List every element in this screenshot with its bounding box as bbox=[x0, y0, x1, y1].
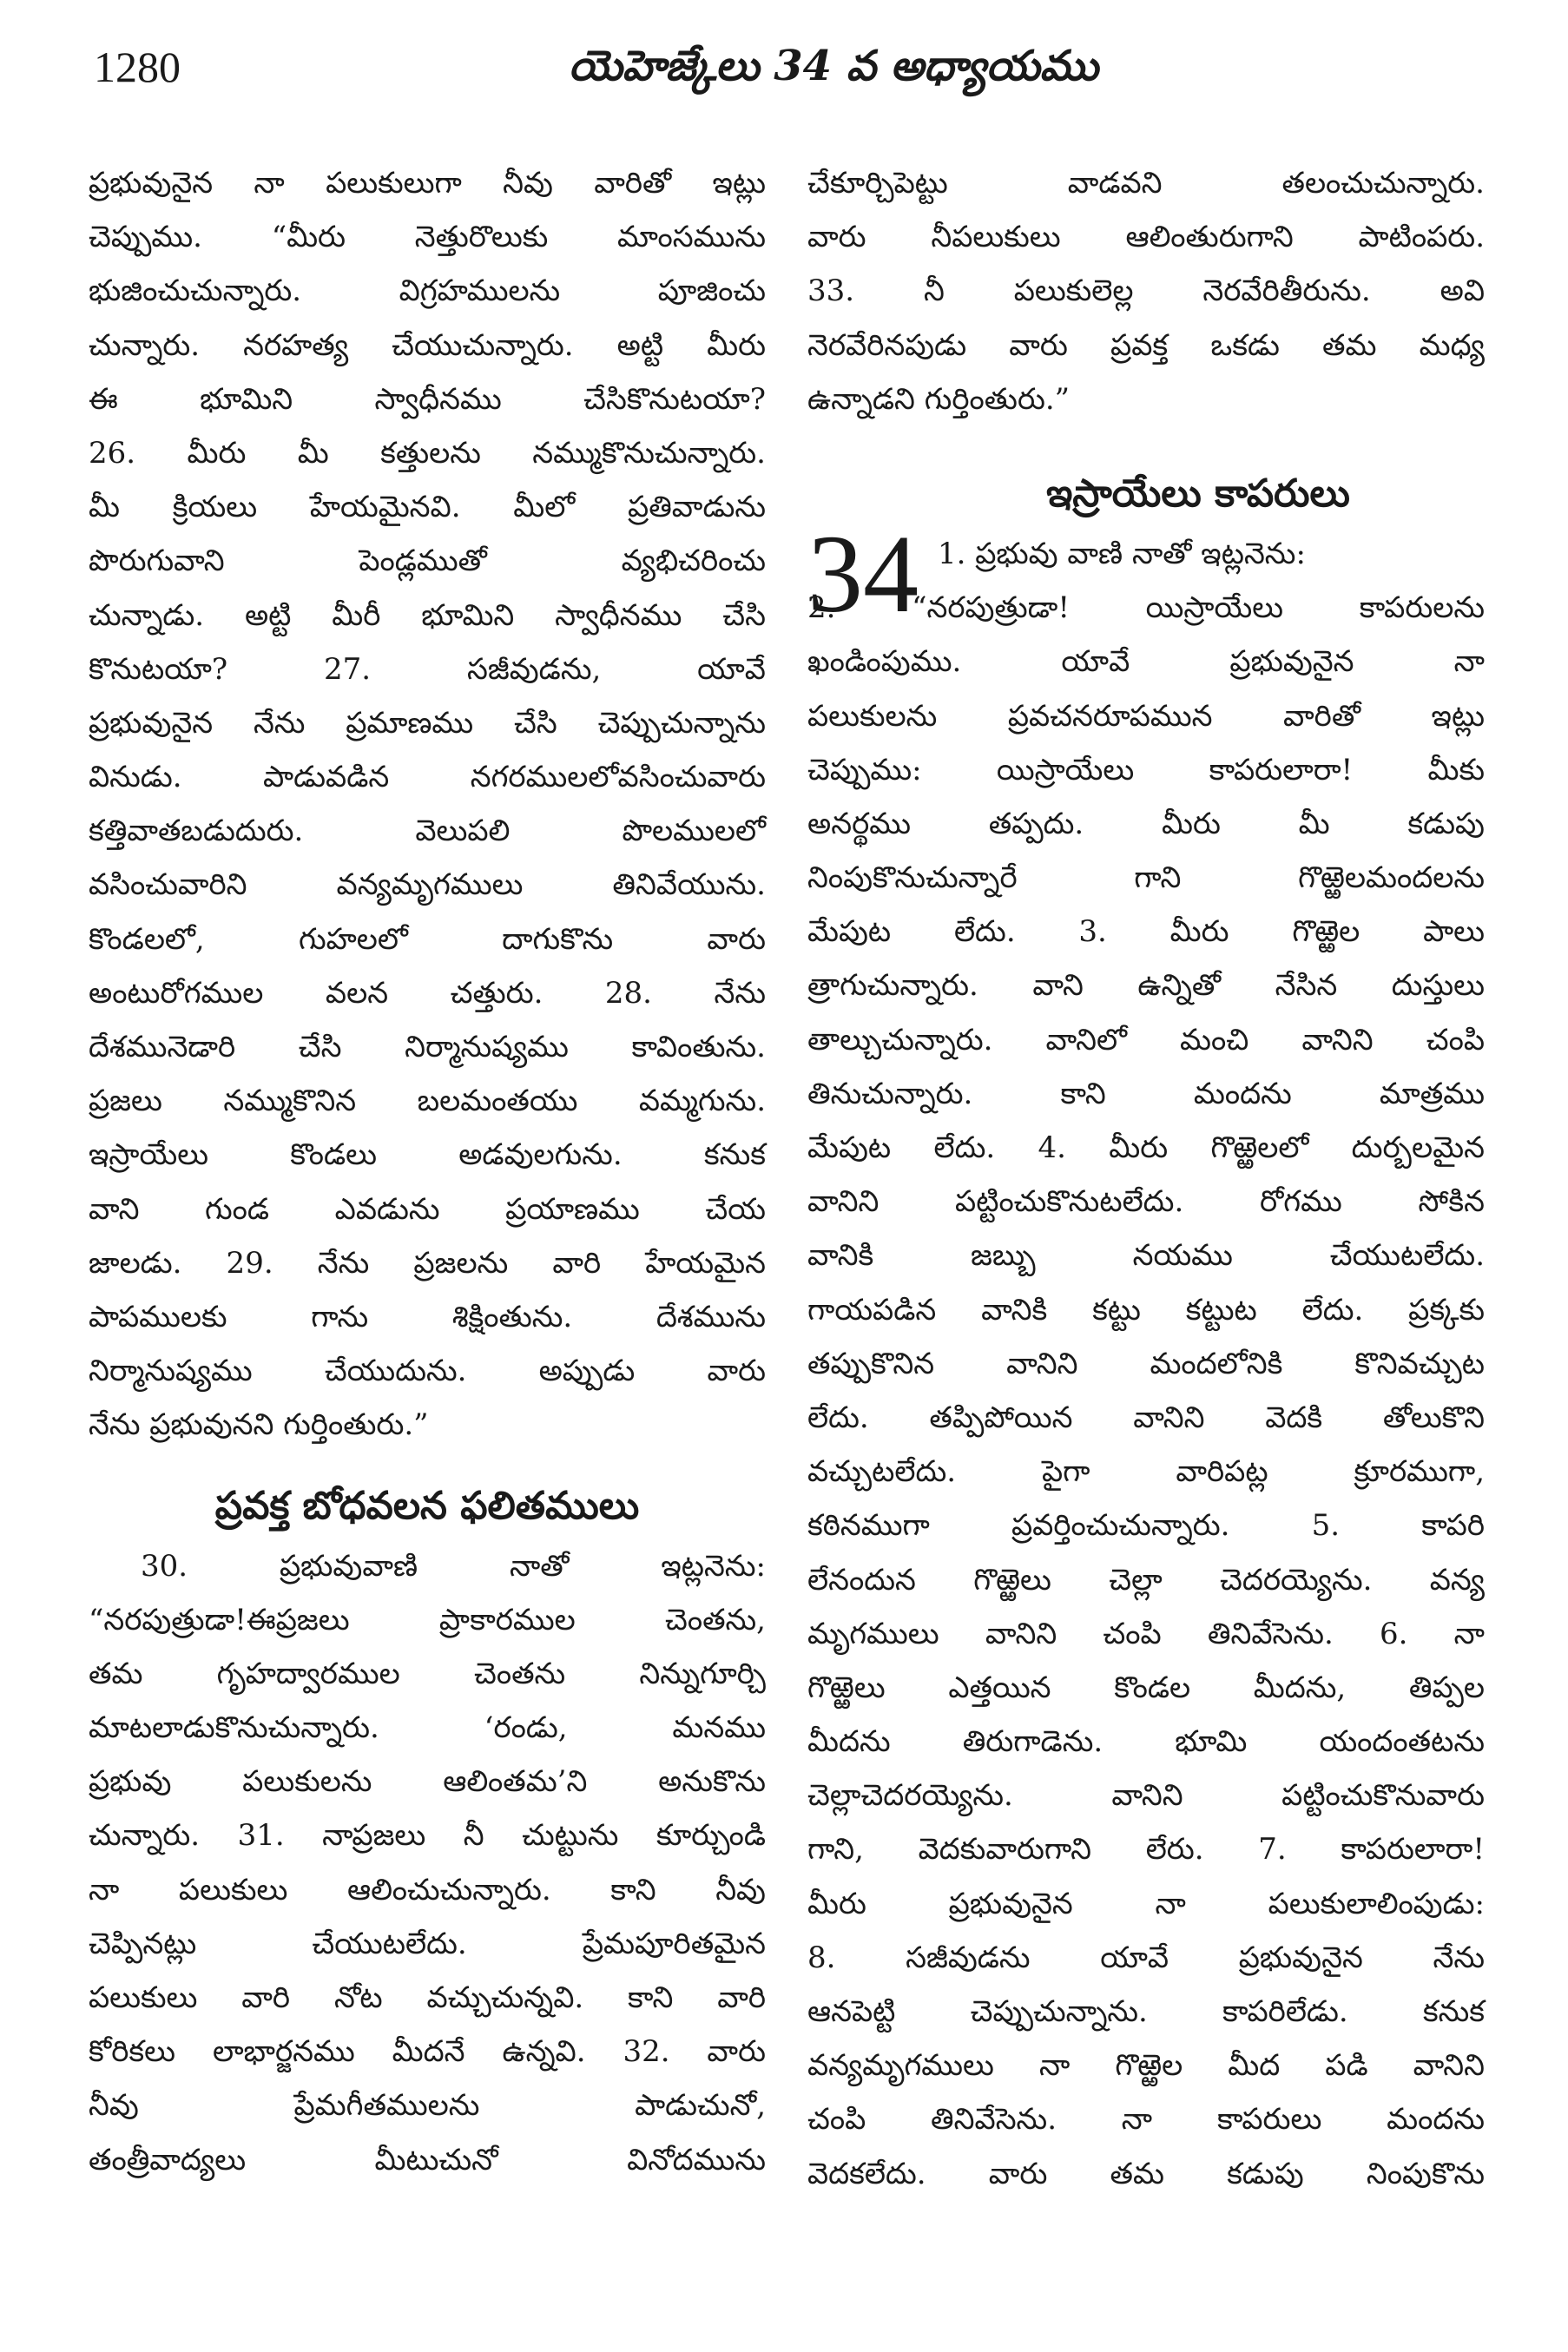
text-line: గాని, వెదకువారుగాని లేరు. 7. కాపరులారా! bbox=[807, 1832, 1485, 1868]
text-line: వానికి జబ్బు నయము చేయుటలేదు. bbox=[807, 1238, 1485, 1274]
text-line: 30. ప్రభువువాణి నాతో ఇట్లనెను: bbox=[141, 1548, 766, 1584]
left-column bbox=[89, 156, 766, 2187]
left-text-block-a bbox=[89, 156, 766, 1453]
text-line: ఖండింపుము. యావే ప్రభువునైన నా bbox=[807, 644, 1485, 680]
text-line: మాటలాడుకొనుచున్నారు. ‘రండు, మనము bbox=[89, 1710, 766, 1746]
right-text-block-b bbox=[807, 581, 1485, 2201]
left-text-block-b bbox=[89, 1539, 766, 2187]
text-line: మృగములు వానిని చంపి తినివేసెను. 6. నా bbox=[807, 1616, 1485, 1651]
right-text-block-a bbox=[807, 156, 1485, 426]
text-line: నిర్మానుష్యము చేయుదును. అప్పుడు వారు bbox=[89, 1354, 766, 1389]
text-line: కొనుటయా? 27. సజీవుడను, యావే bbox=[89, 651, 766, 687]
right-column bbox=[807, 156, 1485, 2201]
text-line: ఇస్రాయేలు కొండలు అడవులగును. కనుక bbox=[89, 1137, 766, 1173]
text-line: నెరవేరినపుడు వారు ప్రవక్త ఒకడు తమ మధ్య bbox=[807, 327, 1485, 363]
text-line: కఠినముగా ప్రవర్తించుచున్నారు. 5. కాపరి bbox=[807, 1508, 1485, 1544]
text-line: చున్నారు. నరహత్య చేయుచున్నారు. అట్టి మీరు bbox=[89, 327, 766, 363]
text-line: తాల్చుచున్నారు. వానిలో మంచి వానిని చంపి bbox=[807, 1022, 1485, 1057]
text-line: భుజించుచున్నారు. విగ్రహములను పూజించు bbox=[89, 273, 766, 309]
text-line: మేపుట లేదు. 3. మీరు గొఱ్ఱెల పాలు bbox=[807, 914, 1485, 950]
text-line: 8. సజీవుడను యావే ప్రభువునైన నేను bbox=[807, 1940, 1485, 1975]
text-line: గాయపడిన వానికి కట్టు కట్టుట లేదు. ప్రక్కకు bbox=[807, 1292, 1485, 1328]
text-line: ఆనపెట్టి చెప్పుచున్నాను. కాపరిలేడు. కనుక bbox=[807, 1994, 1485, 2029]
text-line: వినుడు. పాడువడిన నగరములలోవసించువారు bbox=[89, 760, 766, 795]
chapter-number-dropcap: 34 bbox=[807, 511, 919, 636]
text-line: త్రాగుచున్నారు. వాని ఉన్నితో నేసిన దుస్తులు bbox=[807, 968, 1485, 1004]
text-line: ప్రభువునైన నా పలుకులుగా నీవు వారితో ఇట్లు bbox=[89, 166, 766, 201]
page-number: 1280 bbox=[94, 43, 181, 91]
text-line: ప్రభువునైన నేను ప్రమాణము చేసి చెప్పుచున్నాను bbox=[89, 705, 766, 741]
text-line: దేశమునెడారి చేసి నిర్మానుష్యము కావింతును. bbox=[89, 1030, 766, 1064]
text-line: 26. మీరు మీ కత్తులను నమ్ముకొనుచున్నారు. bbox=[89, 435, 766, 471]
text-line: చెల్లాచెదరయ్యెను. వానిని పట్టించుకొనువారు bbox=[807, 1778, 1485, 1814]
text-line: మీదను తిరుగాడెను. భూమి యందంతటను bbox=[807, 1724, 1485, 1760]
text-line: చున్నాడు. అట్టి మీరీ భూమిని స్వాధీనము చేసి bbox=[89, 597, 766, 633]
text-line: వెదకలేదు. వారు తమ కడుపు నింపుకొను bbox=[807, 2156, 1485, 2191]
text-line: నా పలుకులు ఆలించుచున్నారు. కాని నీవు bbox=[89, 1872, 766, 1907]
text-line: లేనందున గొఱ్ఱెలు చెల్లా చెదరయ్యెను. వన్య bbox=[807, 1562, 1485, 1598]
text-line: జాలడు. 29. నేను ప్రజలను వారి హేయమైన bbox=[89, 1245, 766, 1281]
text-line: తినుచున్నారు. కాని మందను మాత్రము bbox=[807, 1076, 1485, 1111]
text-line: 33. నీ పలుకులెల్ల నెరవేరితీరును. అవి bbox=[807, 273, 1485, 309]
text-line: “నరపుత్రుడా!ఈప్రజలు ప్రాకారముల చెంతను, bbox=[89, 1602, 766, 1637]
text-line: పాపములకు గాను శిక్షింతును. దేశమును bbox=[89, 1299, 766, 1334]
text-line: వసించువారిని వన్యమృగములు తినివేయును. bbox=[89, 867, 766, 903]
text-line: వచ్చుటలేదు. పైగా వారిపట్ల క్రూరముగా, bbox=[807, 1454, 1485, 1490]
page-header bbox=[0, 35, 1568, 130]
text-line: కొండలలో, గుహలలో దాగుకొను వారు bbox=[89, 921, 766, 957]
text-line: తమ గృహద్వారముల చెంతను నిన్నుగూర్చి bbox=[89, 1656, 766, 1691]
text-line: 1. ప్రభువు వాణి నాతో ఇట్లనెను: bbox=[938, 536, 1306, 571]
text-line: నీవు ప్రేమగీతములను పాడుచునో, bbox=[89, 2088, 766, 2124]
text-line: చేకూర్చిపెట్టు వాడవని తలంచుచున్నారు. bbox=[807, 166, 1485, 201]
text-line: మీ క్రియలు హేయమైనవి. మీలో ప్రతివాడును bbox=[89, 490, 766, 525]
text-line: మేపుట లేదు. 4. మీరు గొఱ్ఱెలలో దుర్బలమైన bbox=[807, 1130, 1485, 1165]
text-line: ప్రభువు పలుకులను ఆలింతమ’ని అనుకొను bbox=[89, 1764, 766, 1800]
text-line: వానిని పట్టించుకొనుటలేదు. రోగము సోకిన bbox=[807, 1184, 1485, 1220]
text-line: మీరు ప్రభువునైన నా పలుకులాలింపుడు: bbox=[807, 1886, 1485, 1921]
text-line: అంటురోగముల వలన చత్తురు. 28. నేను bbox=[89, 975, 766, 1011]
text-line: చెప్పుము: యిస్రాయేలు కాపరులారా! మీకు bbox=[807, 752, 1485, 787]
text-line: తంత్రీవాద్యలు మీటుచునో వినోదమును bbox=[89, 2142, 766, 2177]
section-heading-prophet-teaching: ప్రవక్త బోధవలన ఫలితములు bbox=[214, 1483, 640, 1528]
text-line: వారు నీపలుకులు ఆలింతురుగాని పాటింపరు. bbox=[807, 220, 1485, 255]
text-line: చెప్పినట్లు చేయుటలేదు. ప్రేమపూరితమైన bbox=[89, 1926, 766, 1961]
text-line: అనర్థము తప్పదు. మీరు మీ కడుపు bbox=[807, 806, 1485, 841]
text-line: పలుకులను ప్రవచనరూపమున వారితో ఇట్లు bbox=[807, 698, 1485, 734]
text-line: ప్రజలు నమ్ముకొనిన బలమంతయు వమ్మగును. bbox=[89, 1084, 766, 1119]
text-line: తప్పుకొనిన వానిని మందలోనికి కొనివచ్చుట bbox=[807, 1346, 1485, 1381]
text-line: 2. “నరపుత్రుడా! యిస్రాయేలు కాపరులను bbox=[807, 590, 1485, 626]
text-line: ఉన్నాడని గుర్తింతురు.” bbox=[807, 381, 1071, 417]
text-line: చెప్పుము. “మీరు నెత్తురొలుకు మాంసమును bbox=[89, 220, 766, 255]
text-line: పొరుగువాని పెండ్లముతో వ్యభిచరించు bbox=[89, 544, 766, 579]
text-line: లేదు. తప్పిపోయిన వానిని వెదకి తోలుకొని bbox=[807, 1400, 1485, 1435]
running-title: యెహెజ్కేలు 34 వ అధ్యాయము bbox=[569, 42, 1098, 90]
text-line: వన్యమృగములు నా గొఱ్ఱెల మీద పడి వానిని bbox=[807, 2048, 1485, 2084]
text-line: పలుకులు వారి నోట వచ్చుచున్నవి. కాని వారి bbox=[89, 1980, 766, 2015]
text-line: చంపి తినివేసెను. నా కాపరులు మందను bbox=[807, 2102, 1485, 2138]
text-line: కోరికలు లాభార్జనము మీదనే ఉన్నవి. 32. వారు bbox=[89, 2034, 766, 2070]
text-line: నింపుకొనుచున్నారే గాని గొఱ్ఱెలమందలను bbox=[807, 860, 1485, 896]
text-line: కత్తివాతబడుదురు. వెలుపలి పొలములలో bbox=[89, 814, 766, 849]
text-line: గొఱ్ఱెలు ఎత్తయిన కొండల మీదను, తిప్పల bbox=[807, 1670, 1485, 1705]
text-line: చున్నారు. 31. నాప్రజలు నీ చుట్టును కూర్చుండి bbox=[89, 1818, 766, 1854]
text-line: నేను ప్రభువునని గుర్తింతురు.” bbox=[89, 1407, 429, 1443]
text-line: వాని గుండ ఎవడును ప్రయాణము చేయ bbox=[89, 1191, 766, 1227]
section-heading-israel-shepherds: ఇస్రాయేలు కాపరులు bbox=[1046, 471, 1350, 516]
text-line: ఈ భూమిని స్వాధీనము చేసికొనుటయా? bbox=[89, 381, 766, 417]
